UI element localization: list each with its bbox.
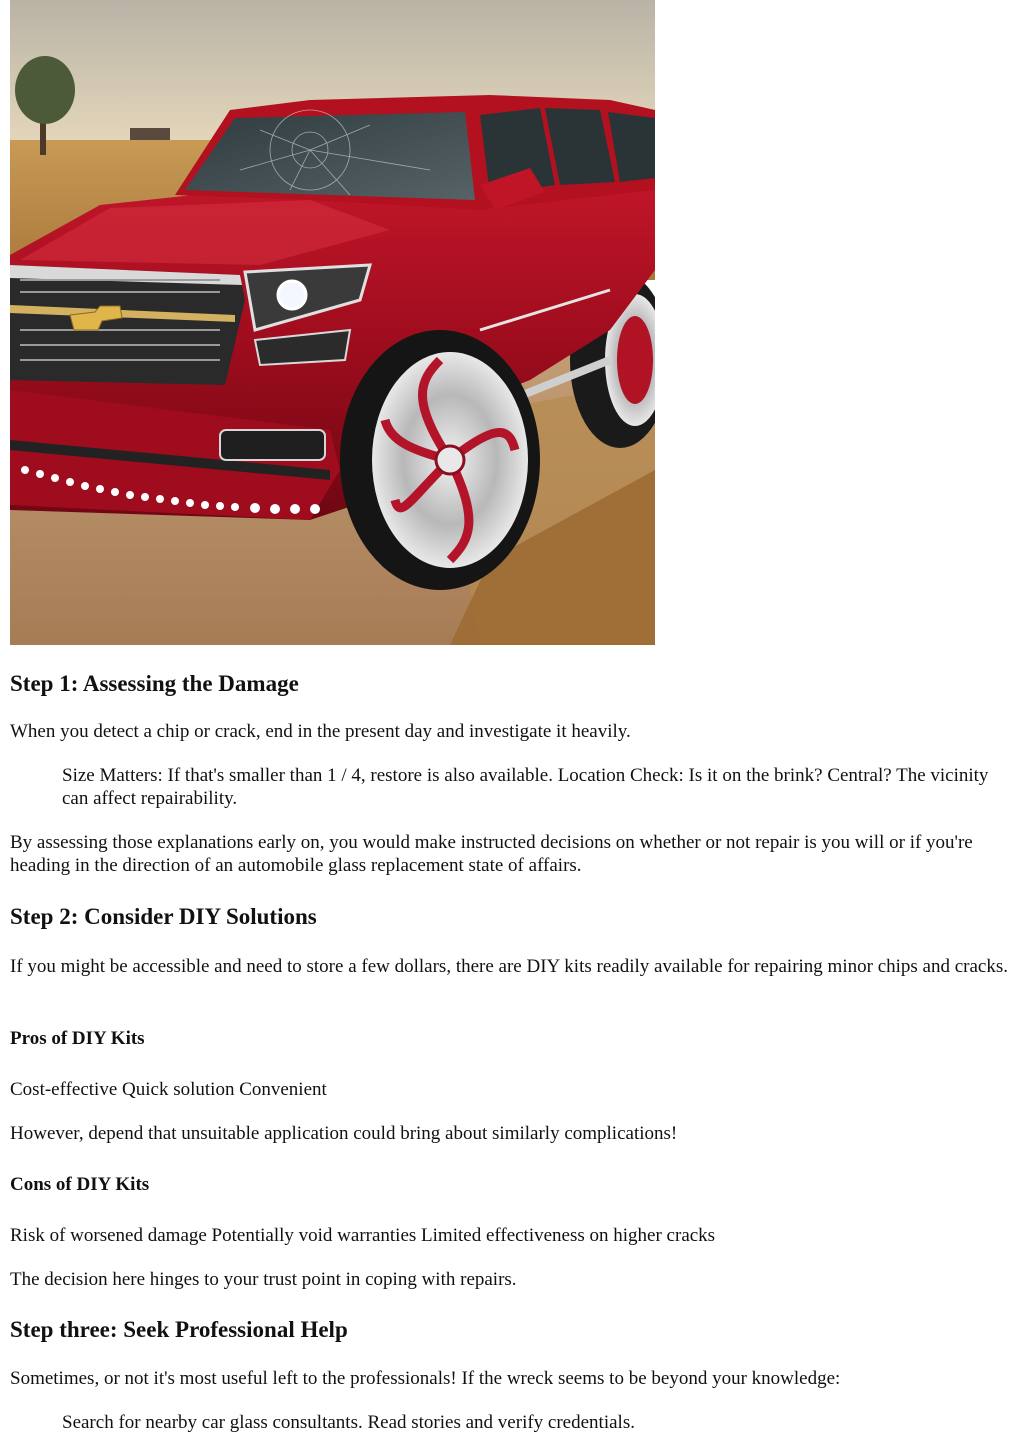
cons-heading: Cons of DIY Kits — [10, 1174, 150, 1195]
step2-intro: If you might be accessible and need to store a few dollars, there are DIY kits readily available for repairing minor chips and cracks. — [10, 956, 1009, 977]
step3-intro: Sometimes, or not it's most useful left to the professionals! If the wreck seems to be beyond your knowledge: — [10, 1368, 841, 1389]
pros-list: Cost-effective Quick solution Convenient — [10, 1079, 327, 1100]
step1-heading: Step 1: Assessing the Damage — [10, 671, 299, 696]
step1-conclusion: By assessing those explanations early on, you would make instructed decisions on whether or not repair is you will or if you're heading in the direction of an automobile glass replacement state of affairs. — [10, 832, 973, 876]
step1-quote: Size Matters: If that's smaller than 1 / 4, restore is also available. Location Check: Is it on the brink? Central? The vicinity can affect repairability. — [62, 765, 989, 809]
cons-note: The decision here hinges to your trust point in coping with repairs. — [10, 1269, 517, 1290]
pros-heading: Pros of DIY Kits — [10, 1028, 145, 1049]
step3-quote: Search for nearby car glass consultants. Read stories and verify credentials. — [62, 1412, 635, 1433]
step3-heading: Step three: Seek Professional Help — [10, 1317, 348, 1342]
cons-list: Risk of worsened damage Potentially void warranties Limited effectiveness on higher cracks — [10, 1225, 716, 1246]
pros-note: However, depend that unsuitable application could bring about similarly complications! — [10, 1123, 678, 1144]
step2-heading: Step 2: Consider DIY Solutions — [10, 904, 317, 929]
hero-image — [10, 0, 655, 645]
step1-intro: When you detect a chip or crack, end in the present day and investigate it heavily. — [10, 721, 631, 742]
